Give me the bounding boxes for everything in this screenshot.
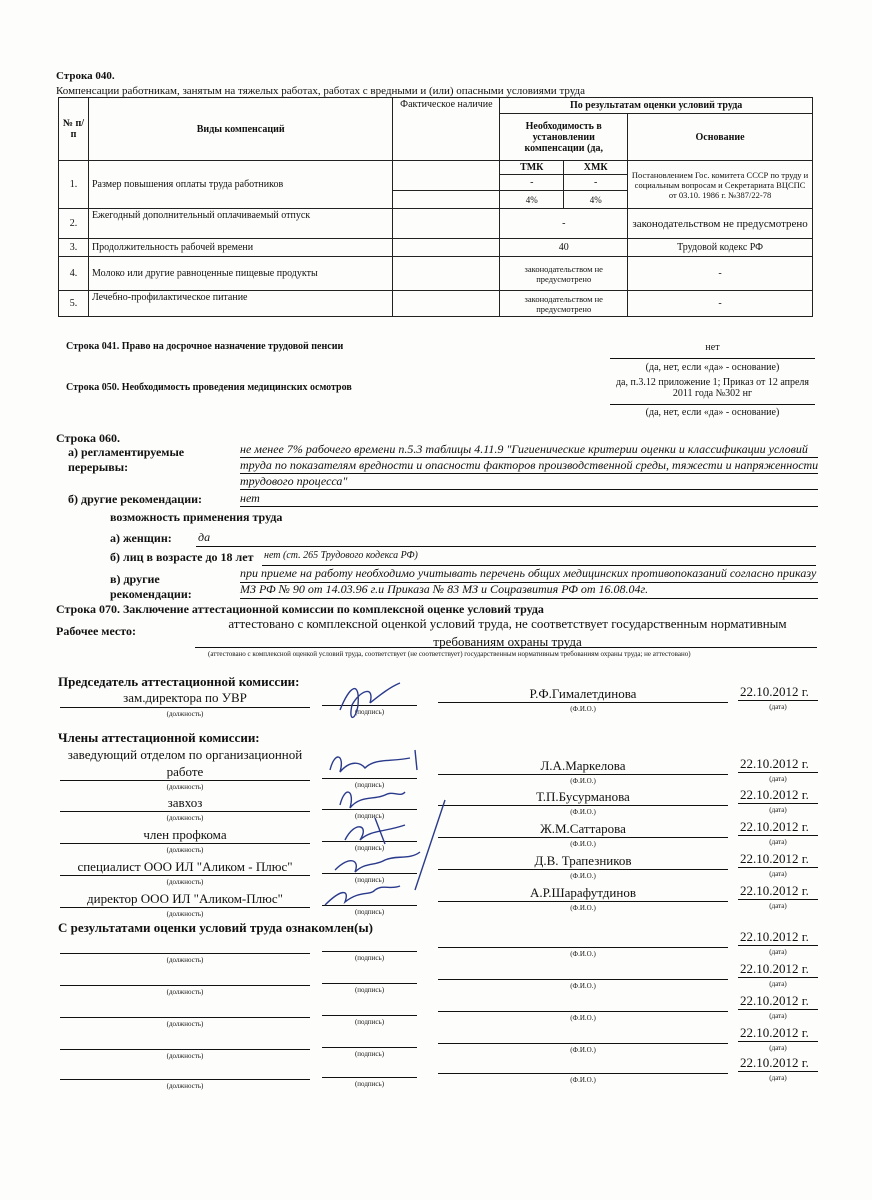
acq3-signature-label: (подпись) bbox=[354, 1018, 385, 1026]
row1-tmk2: 4% bbox=[500, 191, 564, 209]
member3-fio-label: (Ф.И.О.) bbox=[570, 840, 596, 848]
s050-label: Строка 050. Необходимость проведения медицинских осмотров bbox=[66, 382, 352, 393]
acq1-signature-label: (подпись) bbox=[354, 954, 385, 962]
chair-position-label: (должность) bbox=[166, 710, 204, 718]
row1-name: Размер повышения оплаты труда работников bbox=[88, 161, 392, 209]
member1-date-label: (дата) bbox=[769, 775, 787, 783]
header-need: Необходимость в установлении компенсации (да, bbox=[500, 114, 628, 161]
header-hmk: ХМК bbox=[564, 161, 628, 175]
section-040-subtitle: Компенсации работникам, занятым на тяжелых работах, работах с вредными и (или) опасными условиями труда bbox=[56, 85, 586, 97]
acq4-fio-label: (Ф.И.О.) bbox=[570, 1046, 596, 1054]
member3-date-label: (дата) bbox=[769, 838, 787, 846]
member1-position: заведующий отделом по организационной работе bbox=[67, 747, 303, 779]
row2-num: 2. bbox=[59, 209, 89, 239]
acq1-position-label: (должность) bbox=[166, 956, 204, 964]
s070-hint: (аттестовано с комплексной оценкой условий труда, соответствует (не соответствует) государственным нормативным требованиям охраны труда; не аттестовано) bbox=[208, 650, 691, 658]
s041-label: Строка 041. Право на досрочное назначение трудовой пенсии bbox=[66, 341, 344, 352]
row4-num: 4. bbox=[59, 257, 89, 291]
member5-position-label: (должность) bbox=[166, 910, 204, 918]
row3-need: 40 bbox=[500, 239, 628, 257]
s060-under18-value: нет (ст. 265 Трудового кодекса РФ) bbox=[264, 550, 418, 561]
member1-date: 22.10.2012 г. bbox=[740, 756, 809, 771]
chair-signature bbox=[330, 675, 420, 725]
row1-tmk1: - bbox=[500, 175, 564, 191]
member2-fio-label: (Ф.И.О.) bbox=[570, 808, 596, 816]
row1-num: 1. bbox=[59, 161, 89, 209]
member4-signature-label: (подпись) bbox=[354, 876, 385, 884]
row5-need: законодательством не предусмотрено bbox=[500, 291, 628, 317]
acq5-date-label: (дата) bbox=[769, 1074, 787, 1082]
chair-title: Председатель аттестационной комиссии: bbox=[58, 674, 300, 689]
row2-need: - bbox=[500, 209, 628, 239]
compensation-table bbox=[58, 97, 813, 317]
chair-signature-label: (подпись) bbox=[354, 708, 385, 716]
member2-fio: Т.П.Бусурманова bbox=[536, 789, 630, 804]
member-signatures bbox=[315, 740, 475, 910]
member4-fio-label: (Ф.И.О.) bbox=[570, 872, 596, 880]
acq4-position-label: (должность) bbox=[166, 1052, 204, 1060]
acq2-date: 22.10.2012 г. bbox=[740, 961, 809, 976]
s060-b-label: б) другие рекомендации: bbox=[68, 492, 203, 506]
acq3-position-label: (должность) bbox=[166, 1020, 204, 1028]
row4-basis: - bbox=[628, 257, 813, 291]
s060-a-value: не менее 7% рабочего времени п.5.3 таблицы 4.11.9 "Гигиенические критерии оценки и классификации условий труда по показателям вредности и опасности факторов производственной среды, тяжести и напряженности трудового процесса" bbox=[240, 442, 819, 488]
member3-position-label: (должность) bbox=[166, 846, 204, 854]
acq4-date: 22.10.2012 г. bbox=[740, 1025, 809, 1040]
member4-fio: Д.В. Трапезников bbox=[534, 853, 632, 868]
row5-basis: - bbox=[628, 291, 813, 317]
acq5-position-label: (должность) bbox=[166, 1082, 204, 1090]
s070-title: Строка 070. Заключение аттестационной комиссии по комплексной оценке условий труда bbox=[56, 602, 544, 616]
acq3-fio-label: (Ф.И.О.) bbox=[570, 1014, 596, 1022]
header-basis: Основание bbox=[628, 114, 813, 161]
member5-date-label: (дата) bbox=[769, 902, 787, 910]
member3-position: член профкома bbox=[143, 827, 227, 842]
header-num: № п/п bbox=[59, 98, 89, 161]
acq1-date: 22.10.2012 г. bbox=[740, 929, 809, 944]
acq1-date-label: (дата) bbox=[769, 948, 787, 956]
member5-fio-label: (Ф.И.О.) bbox=[570, 904, 596, 912]
acq2-date-label: (дата) bbox=[769, 980, 787, 988]
chair-position: зам.директора по УВР bbox=[123, 690, 247, 705]
member4-date: 22.10.2012 г. bbox=[740, 851, 809, 866]
member5-date: 22.10.2012 г. bbox=[740, 883, 809, 898]
row4-name: Молоко или другие равноценные пищевые продукты bbox=[88, 257, 392, 291]
s070-wp-value: аттестовано с комплексной оценкой условий труда, не соответствует государственным нормативным требованиям охраны труда bbox=[228, 616, 787, 649]
acq5-signature-label: (подпись) bbox=[354, 1080, 385, 1088]
s060-a-label: а) регламентируемые перерывы: bbox=[68, 445, 185, 474]
member3-fio: Ж.М.Саттарова bbox=[540, 821, 626, 836]
member3-signature-label: (подпись) bbox=[354, 844, 385, 852]
acq2-position-label: (должность) bbox=[166, 988, 204, 996]
row2-basis: законодательством не предусмотрено bbox=[628, 209, 813, 239]
chair-date-label: (дата) bbox=[769, 703, 787, 711]
member2-date: 22.10.2012 г. bbox=[740, 787, 809, 802]
row3-num: 3. bbox=[59, 239, 89, 257]
member4-position: специалист ООО ИЛ "Аликом - Плюс" bbox=[77, 859, 293, 874]
row1-basis: Постановлением Гос. комитета СССР по труду и социальным вопросам и Секретариата ВЦСПС от 03.10. 1986 г. №387/22-78 bbox=[628, 161, 813, 209]
s060-under18-label: б) лиц в возрасте до 18 лет bbox=[110, 550, 254, 564]
header-actual: Фактическое наличие bbox=[393, 98, 500, 161]
header-tmk: ТМК bbox=[500, 161, 564, 175]
s060-women-label: а) женщин: bbox=[110, 531, 172, 545]
row3-name: Продолжительность рабочей времени bbox=[88, 239, 392, 257]
member5-fio: А.Р.Шарафутдинов bbox=[530, 885, 636, 900]
member1-fio: Л.А.Маркелова bbox=[540, 758, 626, 773]
row1-hmk2: 4% bbox=[564, 191, 628, 209]
s060-b-value: нет bbox=[240, 491, 260, 505]
row5-name: Лечебно-профилактическое питание bbox=[88, 291, 392, 317]
header-types: Виды компенсаций bbox=[88, 98, 392, 161]
member4-date-label: (дата) bbox=[769, 870, 787, 878]
chair-fio: Р.Ф.Гималетдинова bbox=[529, 686, 637, 701]
member5-signature-label: (подпись) bbox=[354, 908, 385, 916]
member5-position: директор ООО ИЛ "Аликом-Плюс" bbox=[87, 891, 283, 906]
s070-wp-label: Рабочее место: bbox=[56, 624, 136, 638]
header-results: По результатам оценки условий труда bbox=[500, 98, 813, 114]
acq4-signature-label: (подпись) bbox=[354, 1050, 385, 1058]
row3-basis: Трудовой кодекс РФ bbox=[628, 239, 813, 257]
acq1-fio-label: (Ф.И.О.) bbox=[570, 950, 596, 958]
section-040-title: Строка 040. bbox=[56, 70, 115, 82]
acq3-date-label: (дата) bbox=[769, 1012, 787, 1020]
member1-position-label: (должность) bbox=[166, 783, 204, 791]
members-title: Члены аттестационной комиссии: bbox=[58, 730, 260, 745]
acquainted-title: С результатами оценки условий труда ознакомлен(ы) bbox=[58, 920, 373, 935]
acq4-date-label: (дата) bbox=[769, 1044, 787, 1052]
s060-other-label: в) другие рекомендации: bbox=[110, 572, 192, 601]
row1-hmk1: - bbox=[564, 175, 628, 191]
member2-position-label: (должность) bbox=[166, 814, 204, 822]
s060-other-value: при приеме на работу необходимо учитывать перечень общих медицинских противопоказаний согласно приказу МЗ РФ № 90 от 14.03.96 г.и Приказа № 83 МЗ и Соцразвития РФ от 16.08.04г. bbox=[240, 566, 817, 596]
member1-fio-label: (Ф.И.О.) bbox=[570, 777, 596, 785]
row2-name: Ежегодный дополнительный оплачиваемый отпуск bbox=[88, 209, 392, 239]
s050-value: да, п.3.12 приложение 1; Приказ от 12 апреля 2011 года №302 нг bbox=[615, 377, 810, 399]
acq2-fio-label: (Ф.И.О.) bbox=[570, 982, 596, 990]
row4-need: законодательством не предусмотрено bbox=[500, 257, 628, 291]
s060-possibility: возможность применения труда bbox=[110, 510, 283, 524]
s041-value: нет bbox=[705, 342, 720, 353]
member2-position: завхоз bbox=[167, 795, 203, 810]
acq5-fio-label: (Ф.И.О.) bbox=[570, 1076, 596, 1084]
acq3-date: 22.10.2012 г. bbox=[740, 993, 809, 1008]
s060-title: Строка 060. bbox=[56, 431, 120, 445]
member2-signature-label: (подпись) bbox=[354, 812, 385, 820]
s050-hint: (да, нет, если «да» - основание) bbox=[645, 407, 780, 418]
member4-position-label: (должность) bbox=[166, 878, 204, 886]
row5-num: 5. bbox=[59, 291, 89, 317]
acq5-date: 22.10.2012 г. bbox=[740, 1055, 809, 1070]
acq2-signature-label: (подпись) bbox=[354, 986, 385, 994]
member1-signature-label: (подпись) bbox=[354, 781, 385, 789]
member3-date: 22.10.2012 г. bbox=[740, 819, 809, 834]
s060-women-value: да bbox=[198, 530, 211, 544]
member2-date-label: (дата) bbox=[769, 806, 787, 814]
chair-fio-label: (Ф.И.О.) bbox=[570, 705, 596, 713]
chair-date: 22.10.2012 г. bbox=[740, 684, 809, 699]
s041-hint: (да, нет, если «да» - основание) bbox=[645, 362, 780, 373]
